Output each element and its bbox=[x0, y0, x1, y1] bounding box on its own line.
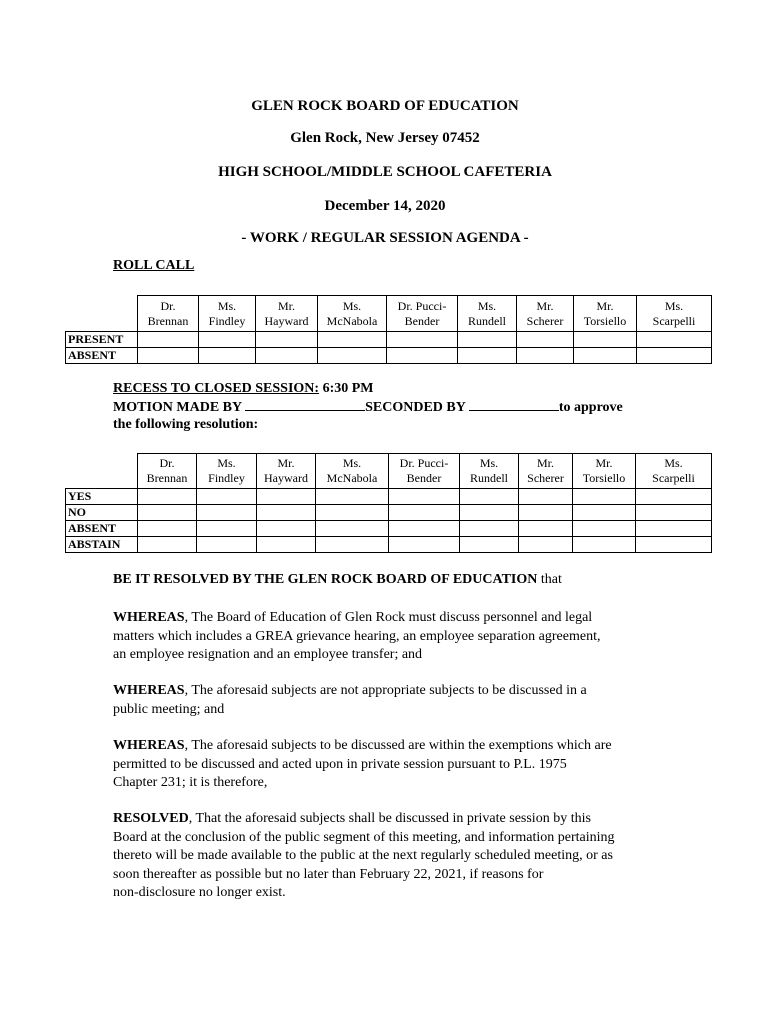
vote-cell[interactable] bbox=[636, 521, 712, 537]
member-header-findley bbox=[199, 296, 256, 332]
table-row bbox=[66, 348, 712, 364]
table-row bbox=[66, 521, 712, 537]
vote-cell[interactable] bbox=[257, 521, 316, 537]
paragraph-line: matters which includes a GREA grievance hearing, an employee separation agreement, bbox=[113, 628, 601, 644]
member-title: Dr. Pucci- bbox=[397, 298, 447, 313]
member-name: Torsiello bbox=[583, 313, 627, 328]
venue-heading: HIGH SCHOOL/MIDDLE SCHOOL CAFETERIA bbox=[218, 164, 552, 180]
paragraph-line: thereto will be made available to the public at the next regularly scheduled meeting, or as bbox=[113, 848, 613, 863]
member-header-rundell bbox=[460, 454, 519, 489]
vote-cell[interactable] bbox=[257, 537, 316, 553]
roll-cell[interactable] bbox=[138, 332, 199, 348]
agenda-title: - WORK / REGULAR SESSION AGENDA - bbox=[241, 230, 529, 246]
vote-cell[interactable] bbox=[197, 521, 257, 537]
resolution-intro bbox=[113, 571, 673, 590]
vote-cell[interactable] bbox=[389, 521, 460, 537]
paragraph-line bbox=[113, 682, 673, 701]
vote-header-row bbox=[66, 454, 712, 489]
member-name: Scherer bbox=[527, 471, 564, 485]
vote-cell[interactable] bbox=[573, 505, 636, 521]
seconded-by-blank[interactable] bbox=[469, 398, 559, 411]
paragraph-lead: WHEREAS bbox=[113, 683, 185, 698]
member-title: Mr. bbox=[536, 298, 554, 313]
vote-cell[interactable] bbox=[316, 489, 389, 505]
roll-cell[interactable] bbox=[574, 348, 637, 364]
member-header-scherer bbox=[519, 454, 573, 489]
member-name: Scherer bbox=[526, 313, 564, 328]
vote-cell[interactable] bbox=[636, 505, 712, 521]
member-title: Dr. bbox=[159, 456, 175, 470]
vote-cell[interactable] bbox=[138, 489, 197, 505]
vote-cell[interactable] bbox=[316, 521, 389, 537]
table-row bbox=[66, 537, 712, 553]
vote-cell[interactable] bbox=[573, 521, 636, 537]
roll-cell[interactable] bbox=[574, 332, 637, 348]
member-title: Ms. bbox=[217, 456, 236, 470]
roll-call-title: ROLL CALL bbox=[113, 258, 195, 273]
paragraph-line: public meeting; and bbox=[113, 701, 225, 717]
vote-cell[interactable] bbox=[519, 489, 573, 505]
table-row bbox=[66, 489, 712, 505]
member-name: Findley bbox=[208, 313, 246, 328]
member-header-scarpelli bbox=[636, 454, 712, 489]
vote-cell[interactable] bbox=[197, 537, 257, 553]
vote-cell[interactable] bbox=[519, 521, 573, 537]
roll-cell[interactable] bbox=[318, 348, 387, 364]
roll-cell[interactable] bbox=[199, 348, 256, 364]
member-header-brennan bbox=[138, 296, 199, 332]
approve-label: to approve bbox=[558, 400, 623, 415]
member-title: Ms. bbox=[342, 456, 362, 470]
member-name: Brennan bbox=[147, 313, 189, 328]
member-title: Ms. bbox=[217, 298, 237, 313]
vote-cell[interactable] bbox=[389, 505, 460, 521]
roll-cell[interactable] bbox=[387, 332, 458, 348]
member-name: Scarpelli bbox=[652, 471, 695, 485]
location-heading: Glen Rock, New Jersey 07452 bbox=[290, 130, 480, 146]
paragraph-line: non-disclosure no longer exist. bbox=[113, 885, 286, 900]
member-name: Hayward bbox=[264, 313, 309, 328]
roll-cell[interactable] bbox=[637, 332, 712, 348]
vote-cell[interactable] bbox=[138, 505, 197, 521]
motion-label: MOTION MADE BY bbox=[113, 400, 246, 415]
table-corner bbox=[66, 454, 138, 489]
row-label-absent: ABSENT bbox=[66, 348, 138, 364]
paragraph-line: soon thereafter as possible but no later than February 22, 2021, if reasons for bbox=[113, 866, 544, 882]
member-name: Scarpelli bbox=[652, 313, 696, 328]
member-title: Ms. bbox=[479, 456, 499, 470]
roll-cell[interactable] bbox=[517, 332, 574, 348]
member-title: Mr. bbox=[536, 456, 554, 470]
vote-cell[interactable] bbox=[573, 537, 636, 553]
member-header-scarpelli bbox=[637, 296, 712, 332]
roll-cell[interactable] bbox=[458, 332, 517, 348]
whereas-paragraph-2 bbox=[113, 682, 673, 719]
whereas-paragraph-3 bbox=[113, 737, 673, 793]
roll-call-table bbox=[65, 295, 712, 364]
vote-cell[interactable] bbox=[257, 489, 316, 505]
member-header-mcnabola bbox=[318, 296, 387, 332]
vote-cell[interactable] bbox=[138, 537, 197, 553]
roll-cell[interactable] bbox=[256, 332, 318, 348]
member-title: Dr. Pucci- bbox=[399, 456, 449, 470]
member-title: Ms. bbox=[342, 298, 362, 313]
member-header-scherer bbox=[517, 296, 574, 332]
following-resolution-line: the following resolution: bbox=[113, 417, 259, 432]
row-label-absent: ABSENT bbox=[66, 521, 138, 537]
vote-cell[interactable] bbox=[197, 505, 257, 521]
roll-cell[interactable] bbox=[199, 332, 256, 348]
roll-cell[interactable] bbox=[138, 348, 199, 364]
board-name-heading: GLEN ROCK BOARD OF EDUCATION bbox=[251, 98, 519, 114]
member-title: Dr. bbox=[160, 298, 176, 313]
seconded-label: SECONDED BY bbox=[365, 400, 469, 415]
vote-cell[interactable] bbox=[389, 537, 460, 553]
recess-time: 6:30 PM bbox=[319, 381, 374, 396]
paragraph-line: an employee resignation and an employee transfer; and bbox=[113, 647, 423, 662]
paragraph-line: Board at the conclusion of the public segment of this meeting, and information pertaining bbox=[113, 829, 615, 845]
resolution-intro-bold: BE IT RESOLVED BY THE GLEN ROCK BOARD OF EDUCATION bbox=[113, 572, 538, 587]
vote-cell[interactable] bbox=[636, 489, 712, 505]
roll-cell[interactable] bbox=[517, 348, 574, 364]
member-title: Mr. bbox=[595, 456, 613, 470]
member-title: Ms. bbox=[664, 456, 683, 470]
member-name: Rundell bbox=[470, 471, 508, 485]
table-corner bbox=[66, 296, 138, 332]
member-name: Rundell bbox=[468, 313, 506, 328]
motion-made-by-blank[interactable] bbox=[245, 398, 365, 411]
paragraph-line: Chapter 231; it is therefore, bbox=[113, 775, 268, 790]
member-title: Mr. bbox=[277, 298, 295, 313]
paragraph-line bbox=[113, 609, 673, 628]
vote-cell[interactable] bbox=[460, 489, 519, 505]
date-heading: December 14, 2020 bbox=[324, 198, 446, 214]
resolved-paragraph bbox=[113, 810, 673, 903]
roll-cell[interactable] bbox=[458, 348, 517, 364]
roll-cell[interactable] bbox=[637, 348, 712, 364]
paragraph-text: , The Board of Education of Glen Rock must discuss personnel and legal bbox=[184, 610, 593, 625]
member-name: Hayward bbox=[264, 471, 308, 485]
member-header-torsiello bbox=[573, 454, 636, 489]
paragraph-text: , The aforesaid subjects to be discussed are within the exemptions which are bbox=[184, 738, 612, 753]
member-name: Bender bbox=[406, 471, 442, 485]
member-name: Bender bbox=[404, 313, 440, 328]
member-header-brennan bbox=[138, 454, 197, 489]
whereas-paragraph-1 bbox=[113, 609, 673, 665]
member-header-rundell bbox=[458, 296, 517, 332]
vote-cell[interactable] bbox=[316, 537, 389, 553]
vote-cell[interactable] bbox=[197, 489, 257, 505]
table-row bbox=[66, 505, 712, 521]
vote-cell[interactable] bbox=[460, 521, 519, 537]
paragraph-line: permitted to be discussed and acted upon in private session pursuant to P.L. 1975 bbox=[113, 756, 567, 772]
row-label-yes: YES bbox=[66, 489, 138, 505]
table-row bbox=[66, 332, 712, 348]
member-header-pucci-bender bbox=[387, 296, 458, 332]
roll-call-header-row bbox=[66, 296, 712, 332]
member-header-torsiello bbox=[574, 296, 637, 332]
member-header-pucci-bender bbox=[389, 454, 460, 489]
member-name: Brennan bbox=[146, 471, 188, 485]
vote-cell[interactable] bbox=[460, 505, 519, 521]
member-name: Findley bbox=[208, 471, 245, 485]
roll-cell[interactable] bbox=[256, 348, 318, 364]
resolution-intro-rest: that bbox=[537, 572, 562, 587]
paragraph-line bbox=[113, 810, 673, 829]
roll-cell[interactable] bbox=[387, 348, 458, 364]
vote-cell[interactable] bbox=[519, 505, 573, 521]
vote-cell[interactable] bbox=[389, 489, 460, 505]
member-title: Mr. bbox=[277, 456, 295, 470]
member-name: McNabola bbox=[326, 471, 378, 485]
vote-cell[interactable] bbox=[316, 505, 389, 521]
recess-label: RECESS TO CLOSED SESSION: bbox=[113, 381, 320, 396]
row-label-no: NO bbox=[66, 505, 138, 521]
row-label-abstain: ABSTAIN bbox=[66, 537, 138, 553]
paragraph-lead: WHEREAS bbox=[113, 738, 185, 753]
paragraph-line bbox=[113, 737, 673, 756]
member-header-hayward bbox=[257, 454, 316, 489]
member-name: Torsiello bbox=[582, 471, 626, 485]
vote-cell[interactable] bbox=[138, 521, 197, 537]
vote-cell[interactable] bbox=[636, 537, 712, 553]
paragraph-lead: RESOLVED bbox=[113, 811, 189, 826]
vote-cell[interactable] bbox=[460, 537, 519, 553]
paragraph-text: , That the aforesaid subjects shall be discussed in private session by this bbox=[188, 811, 591, 826]
vote-cell[interactable] bbox=[519, 537, 573, 553]
recess-line bbox=[113, 380, 673, 399]
vote-cell[interactable] bbox=[573, 489, 636, 505]
member-title: Ms. bbox=[664, 298, 684, 313]
paragraph-lead: WHEREAS bbox=[113, 610, 185, 625]
vote-table bbox=[65, 453, 712, 553]
member-name: McNabola bbox=[326, 313, 378, 328]
member-header-mcnabola bbox=[316, 454, 389, 489]
member-title: Mr. bbox=[596, 298, 614, 313]
member-header-hayward bbox=[256, 296, 318, 332]
row-label-present: PRESENT bbox=[66, 332, 138, 348]
member-title: Ms. bbox=[477, 298, 497, 313]
paragraph-text: , The aforesaid subjects are not appropriate subjects to be discussed in a bbox=[184, 683, 587, 698]
vote-cell[interactable] bbox=[257, 505, 316, 521]
member-header-findley bbox=[197, 454, 257, 489]
roll-cell[interactable] bbox=[318, 332, 387, 348]
motion-line bbox=[113, 398, 713, 418]
